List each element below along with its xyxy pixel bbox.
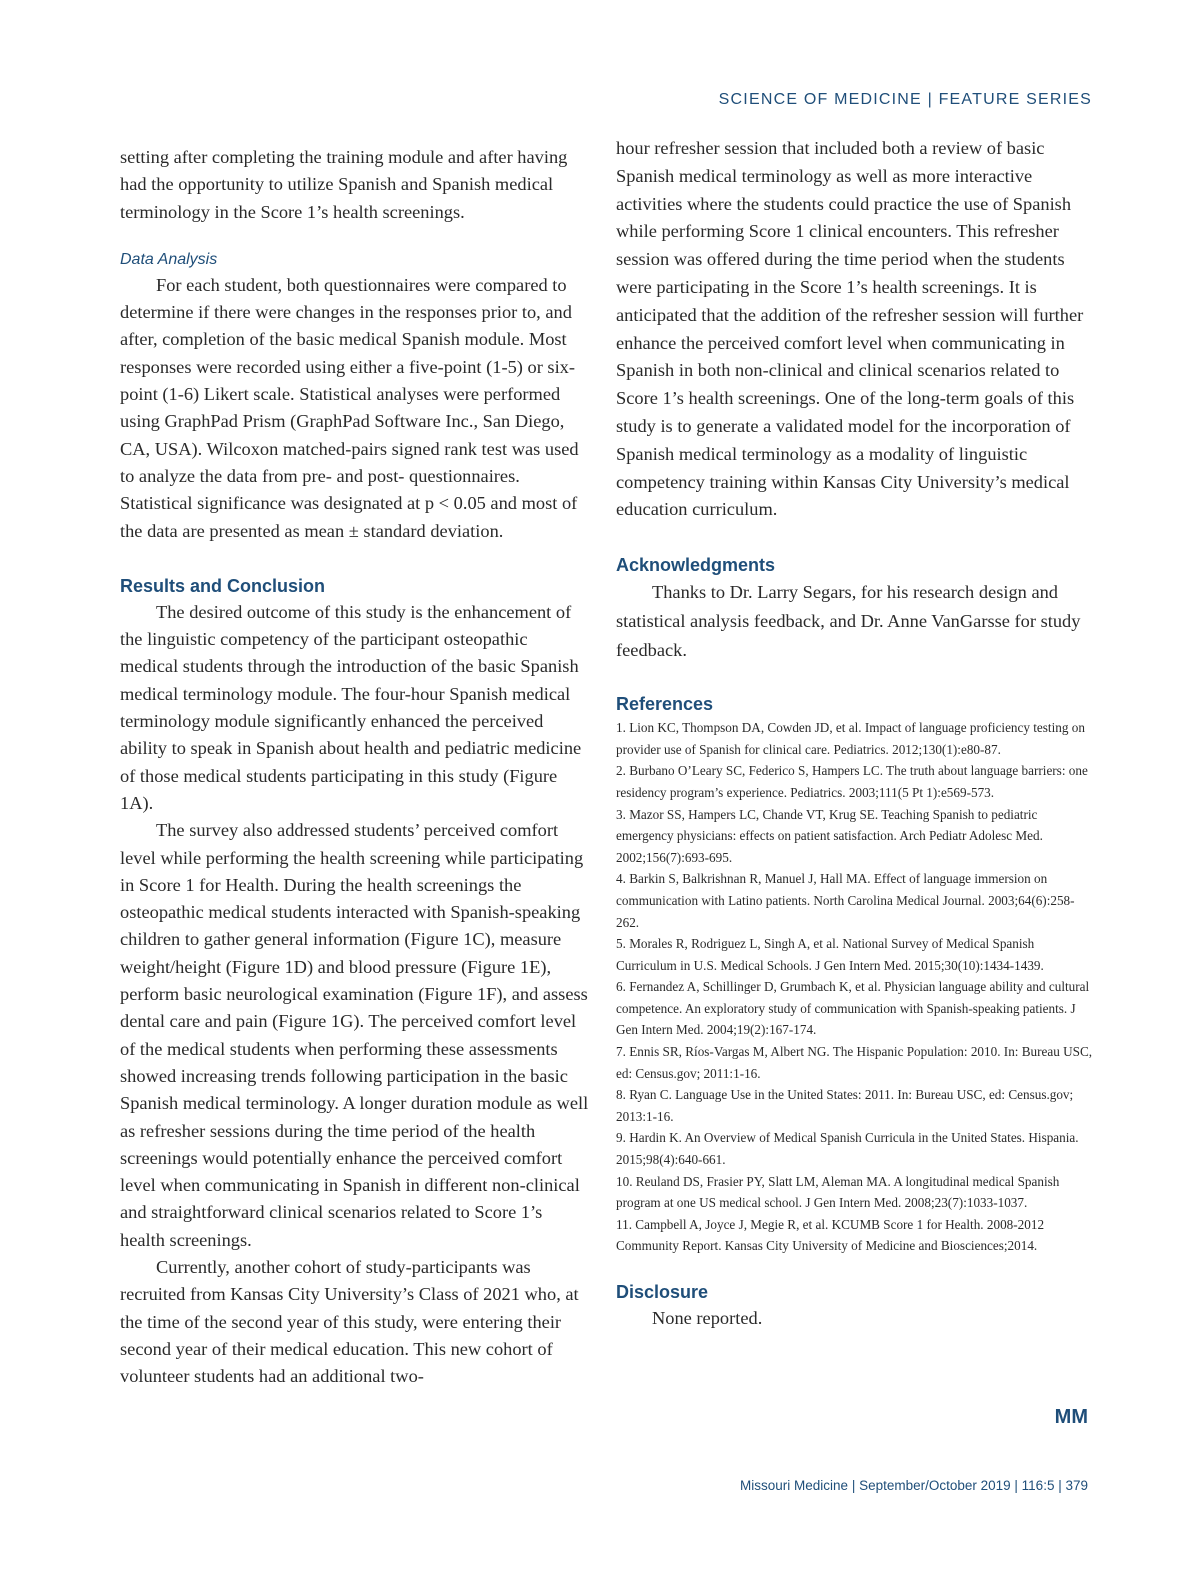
reference-item: 6. Fernandez A, Schillinger D, Grumbach K, et al. Physician language ability and cultural competence. An exploratory study of communication with Spanish-speaking patients. J Gen Intern Med. 2004;19(2):167-174. [616,979,1090,1038]
results-paragraph-3: Currently, another cohort of study-participants was recruited from Kansas City University’s Class of 2021 who, at the time of the second year of this study, were entering their second year of their medical education. This new cohort of volunteer students had an additional two- [120,1256,579,1387]
continuation-paragraph: hour refresher session that included both a review of basic Spanish medical terminology as well as more interactive activities where the students could practice the use of Spanish while performing Score 1 clinical encounters. This refresher session was offered during the time period when the students were participating in the Score 1’s health screenings. It is anticipated that the addition of the refresher session will further enhance the perceived comfort level when communicating in Spanish in both non-clinical and clinical scenarios related to Score 1’s health screenings. One of the long-term goals of this study is to generate a validated model for the incorporation of Spanish medical terminology as a modality of linguistic competency training within Kansas City University’s medical education curriculum. [616,138,1084,520]
reference-item: 4. Barkin S, Balkrishnan R, Manuel J, Hall MA. Effect of language immersion on communication with Latino patients. North Carolina Medical Journal. 2003;64(6):258-262. [616,871,1075,930]
references-heading: References [616,694,714,715]
disclosure-heading: Disclosure [616,1282,709,1302]
reference-item: 1. Lion KC, Thompson DA, Cowden JD, et al. Impact of language proficiency testing on provider use of Spanish for clinical care. Pediatrics. 2012;130(1):e80-87. [616,720,1085,757]
data-analysis-paragraph: For each student, both questionnaires were compared to determine if there were changes in the responses prior to, and after, completion of the basic medical Spanish module. Most responses were recorded using either a five-point (1-5) or six-point (1-6) Likert scale. Statistical analyses were performed using GraphPad Prism (GraphPad Software Inc., San Diego, CA, USA). Wilcoxon matched-pairs signed rank test was used to analyze the data from pre- and post- questionnaires. Statistical significance was designated at p < 0.05 and most of the data are presented as mean ± standard deviation. [120,274,579,541]
reference-item: 10. Reuland DS, Frasier PY, Slatt LM, Aleman MA. A longitudinal medical Spanish program at one US medical school. J Gen Intern Med. 2008;23(7):1033-1037. [616,1173,1060,1211]
reference-item: 7. Ennis SR, Ríos-Vargas M, Albert NG. The Hispanic Population: 2010. In: Bureau USC, ed: Census.gov; 2011:1-16. [616,1044,1093,1081]
references-list [616,717,1094,1257]
page-footer: Missouri Medicine | September/October 2019 | 116:5 | 379 [740,1478,1088,1493]
running-header: SCIENCE OF MEDICINE | FEATURE SERIES [718,91,1092,108]
reference-item: 2. Burbano O’Leary SC, Federico S, Hampers LC. The truth about language barriers: one residency program’s experience. Pediatrics. 2003;111(5 Pt 1):e569-573. [616,763,1088,800]
left-column [120,140,590,1390]
reference-item: 8. Ryan C. Language Use in the United States: 2011. In: Bureau USC, ed: Census.gov; 2013:1-16. [616,1087,1074,1124]
end-mark: MM [1054,1406,1088,1428]
reference-item: 11. Campbell A, Joyce J, Megie R, et al. KCUMB Score 1 for Health. 2008-2012 Community Report. Kansas City University of Medicine and Biosciences;2014. [616,1216,1045,1254]
right-column [616,140,1094,1333]
data-analysis-heading: Data Analysis [120,250,218,268]
intro-paragraph: setting after completing the training module and after having had the opportunity to utilize Spanish and Spanish medical terminology in the Score 1’s health screenings. [120,147,568,222]
results-paragraph-1: The desired outcome of this study is the enhancement of the linguistic competency of the participant osteopathic medical students through the introduction of the basic Spanish medical terminology module. The four-hour Spanish medical terminology module significantly enhanced the perceived ability to speak in Spanish about health and pediatric medicine of those medical students participating in this study (Figure 1A). [120,601,582,813]
reference-item: 3. Mazor SS, Hampers LC, Chande VT, Krug SE. Teaching Spanish to pediatric emergency physicians: effects on patient satisfaction. Arch Pediatr Adolesc Med. 2002;156(7):693-695. [616,806,1043,865]
acknowledgments-heading: Acknowledgments [616,555,776,576]
reference-item: 5. Morales R, Rodriguez L, Singh A, et al. National Survey of Medical Spanish Curriculum in U.S. Medical Schools. J Gen Intern Med. 2015;30(10):1434-1439. [616,936,1044,973]
results-heading: Results and Conclusion [120,575,326,596]
disclosure-text: None reported. [652,1308,763,1328]
results-paragraph-2: The survey also addressed students’ perceived comfort level while performing the health screening while participating in Score 1 for Health. During the health screenings the osteopathic medical students interacted with Spanish-speaking children to gather general information (Figure 1C), measure weight/height (Figure 1D) and blood pressure (Figure 1E), perform basic neurological examination (Figure 1F), and assess dental care and pain (Figure 1G). The perceived comfort level of the medical students when performing these assessments showed increasing trends following participation in the basic Spanish medical terminology. A longer duration module as well as refresher sessions during the time period of the health screenings would potentially enhance the perceived comfort level when communicating in Spanish in different non-clinical and straightforward clinical scenarios related to Score 1’s health screenings. [120,820,589,1250]
reference-item: 9. Hardin K. An Overview of Medical Spanish Curricula in the United States. Hispania. 2015;98(4):640-661. [616,1130,1079,1168]
acknowledgments-paragraph: Thanks to Dr. Larry Segars, for his research design and statistical analysis feedback, and Dr. Anne VanGarsse for study feedback. [616,582,1081,661]
